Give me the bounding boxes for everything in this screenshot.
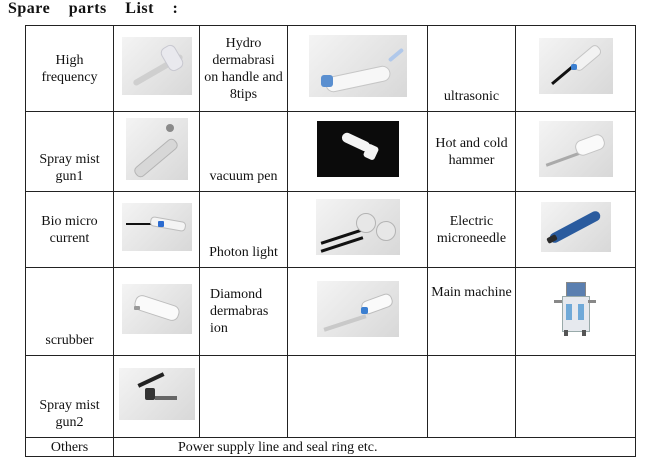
part-label: ultrasonic bbox=[428, 26, 516, 112]
page-title: Spare parts List : bbox=[8, 0, 179, 17]
table-row-footer bbox=[26, 438, 636, 457]
vacuum-pen-photo bbox=[317, 121, 399, 177]
table-row bbox=[26, 192, 636, 268]
part-label: Hydro dermabrasi on handle and 8tips bbox=[200, 26, 288, 112]
spray-mist-gun-photo bbox=[126, 118, 188, 180]
part-image-cell bbox=[114, 356, 200, 438]
part-label: Spray mist gun2 bbox=[26, 356, 114, 438]
main-machine-photo bbox=[548, 278, 604, 340]
part-label: Main machine bbox=[428, 268, 516, 356]
part-image-cell bbox=[114, 26, 200, 112]
photon-light-photo bbox=[316, 199, 400, 255]
empty-cell bbox=[428, 356, 516, 438]
part-label: Electric microneedle bbox=[428, 192, 516, 268]
bio-micro-current-pen-photo bbox=[122, 203, 192, 251]
part-image-cell bbox=[114, 268, 200, 356]
part-image-cell bbox=[516, 26, 636, 112]
diamond-dermabrasion-handle-photo bbox=[317, 281, 399, 337]
part-image-cell bbox=[288, 26, 428, 112]
part-image-cell bbox=[516, 192, 636, 268]
part-image-cell bbox=[114, 112, 200, 192]
table-row bbox=[26, 26, 636, 112]
ultrasonic-probe-photo bbox=[539, 38, 613, 94]
part-label: Hot and cold hammer bbox=[428, 112, 516, 192]
spray-mist-gun2-photo bbox=[119, 368, 195, 420]
spare-parts-table bbox=[25, 25, 636, 457]
part-label: High frequency bbox=[26, 26, 114, 112]
table-row bbox=[26, 112, 636, 192]
part-label: Photon light bbox=[200, 192, 288, 268]
high-frequency-wand-photo bbox=[122, 37, 192, 95]
hydro-dermabrasion-handle-photo bbox=[309, 35, 407, 97]
part-image-cell bbox=[516, 112, 636, 192]
part-image-cell bbox=[288, 268, 428, 356]
part-image-cell bbox=[114, 192, 200, 268]
part-label: vacuum pen bbox=[200, 112, 288, 192]
empty-cell bbox=[288, 356, 428, 438]
part-image-cell bbox=[288, 192, 428, 268]
part-label: Bio micro current bbox=[26, 192, 114, 268]
others-label: Others bbox=[26, 438, 114, 457]
part-image-cell bbox=[288, 112, 428, 192]
scrubber-photo bbox=[122, 284, 192, 334]
part-label: Spray mist gun1 bbox=[26, 112, 114, 192]
table-row bbox=[26, 356, 636, 438]
part-label: Diamond dermabras ion bbox=[200, 268, 288, 356]
others-text: Power supply line and seal ring etc. bbox=[114, 438, 636, 457]
table-row bbox=[26, 268, 636, 356]
hot-cold-hammer-photo bbox=[539, 121, 613, 177]
part-label: scrubber bbox=[26, 268, 114, 356]
electric-microneedle-pen-photo bbox=[541, 202, 611, 252]
part-image-cell bbox=[516, 268, 636, 356]
empty-cell bbox=[516, 356, 636, 438]
empty-cell bbox=[200, 356, 288, 438]
